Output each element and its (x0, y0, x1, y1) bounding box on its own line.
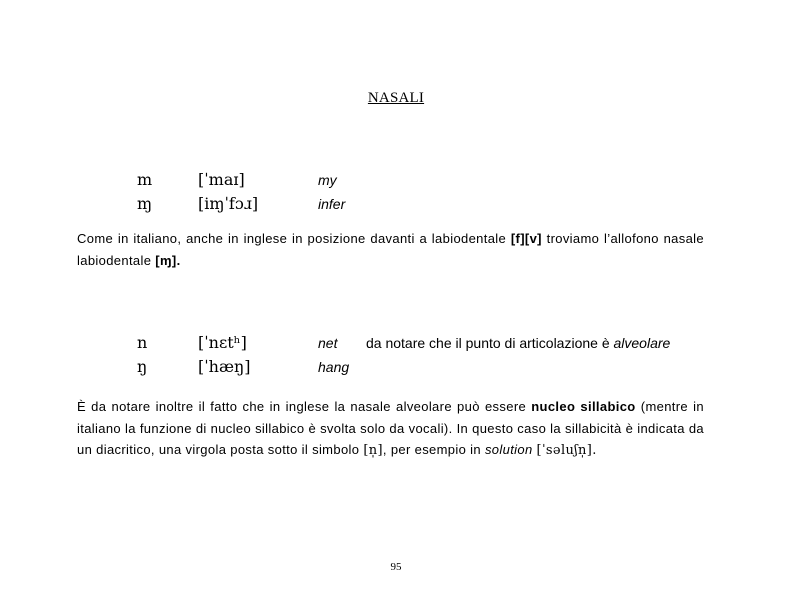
paragraph-text: Come in italiano, anche in inglese in posizione davanti a labiodentale (77, 231, 507, 246)
phonetic-transcription: [ˈmaɪ] (198, 170, 245, 189)
example-word: infer (318, 196, 346, 212)
example-word: hang (318, 359, 350, 375)
phoneme-symbol: m (137, 170, 153, 189)
paragraph-text: È da notare inoltre il fatto che in inglese la nasale alveolare può essere (77, 399, 527, 414)
example-word: solution (484, 442, 533, 457)
note-italic: alveolare (613, 335, 671, 351)
phoneme-symbol: n (137, 333, 148, 352)
phoneme-symbol: ɱ (137, 194, 153, 213)
phoneme-row-n (0, 333, 792, 357)
paragraph-text: (mentre in italiano la funzione di nucleo sillabico è svolta solo da vocali). In questo caso la sillabicità è indicata da un diacritico, una virgola posta sotto il simbolo (77, 399, 704, 457)
phonetic-transcription: [ˈnɛtʰ] (198, 333, 247, 352)
example-word: my (318, 172, 337, 188)
paragraph-labiodental (77, 228, 704, 271)
syllabic-symbol: [n̩] (363, 443, 383, 458)
phoneme-row-m (0, 170, 792, 194)
paragraph-text: troviamo l’allofono nasale labiodentale (77, 231, 704, 268)
page-title: NASALI (367, 90, 425, 106)
phoneme-row-velar-nasal (0, 357, 792, 381)
phonetic-transcription: [iɱˈfɔɹ] (198, 194, 259, 213)
phoneme-highlight: [ɱ]. (155, 252, 181, 268)
page-number: 95 (390, 561, 402, 573)
phoneme-row-labiodental-nasal (0, 194, 792, 218)
paragraph-text: , per esempio in (382, 442, 481, 457)
example-transcription: [ˈsəluʃn̩]. (536, 443, 597, 458)
paragraph-syllabic-nucleus (77, 396, 704, 462)
example-word: net (318, 335, 338, 351)
term-highlight: nucleo sillabico (531, 399, 636, 414)
phoneme-note (366, 335, 670, 351)
phonetic-transcription: [ˈhæŋ] (198, 357, 251, 376)
phoneme-highlight: [f][v] (510, 231, 542, 246)
note-text: da notare che il punto di articolazione è (366, 335, 610, 351)
phoneme-symbol: ŋ (137, 357, 148, 376)
